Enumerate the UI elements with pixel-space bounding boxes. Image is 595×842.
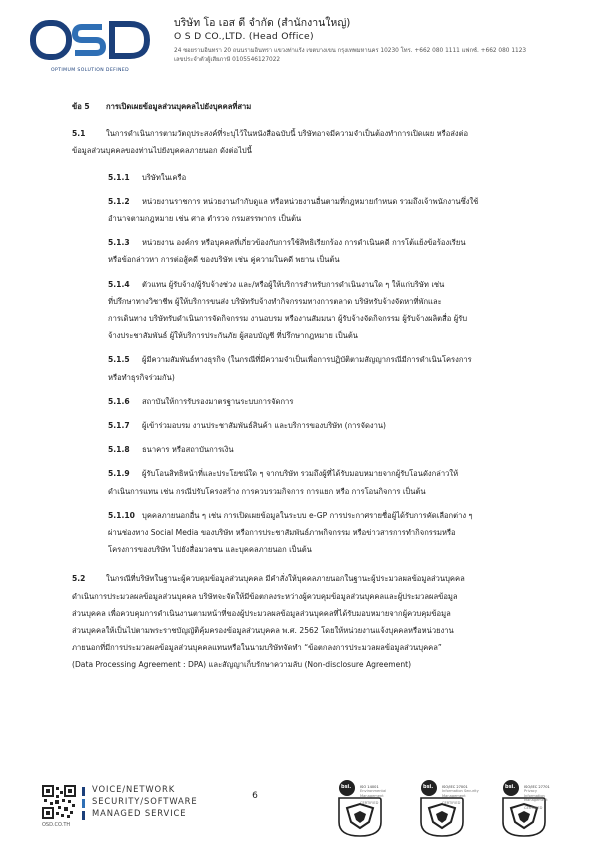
item-line: ผ่านช่องทาง Social Media ของบริษัท หรือการประชาสัมพันธ์ภาพกิจกรรม หรือข่าวสารการทำกิจกรรมหรือ — [108, 528, 456, 538]
paragraph-line: ส่วนบุคคลให้เป็นไปตามพระราชบัญญัติคุ้มครองข้อมูลส่วนบุคคล พ.ศ. 2562 โดยให้หน่วยงานแจ้งบุคคลหรือหน่วยงาน — [72, 626, 454, 636]
qr-code — [42, 785, 76, 819]
cert-line: Information Security — [442, 789, 479, 794]
list-item-5-1-4 — [108, 276, 524, 345]
bsi-logo-text: bsi. — [423, 784, 434, 790]
item-line: บริษัทในเครือ — [142, 172, 187, 182]
paragraph-number: 5.1 — [72, 129, 86, 139]
company-name-english: O S D CO.,LTD. (Head Office) — [174, 31, 314, 42]
company-address: 24 ซอยรามอินทรา 20 ถนนรามอินทรา แขวงท่าแร้ง เขตบางเขน กรุงเทพมหานคร 10230 โทร. +662 080 1111 แฟกซ์. +662 080 1123 — [174, 48, 527, 54]
service-item: SECURITY/SOFTWARE — [92, 796, 198, 807]
cert-status: CERTIFIED — [442, 801, 461, 806]
section-title: การเปิดเผยข้อมูลส่วนบุคคลไปยังบุคคลที่สาม — [106, 102, 252, 111]
item-number: 5.1.7 — [108, 421, 130, 431]
section-heading — [72, 98, 524, 115]
list-item-5-1-7 — [108, 417, 524, 434]
item-line: หน่วยงานราชการ หน่วยงานกำกับดูแล หรือหน่วยงานอื่นตามที่กฎหมายกำหนด รวมถึงเจ้าพนักงานซึ่งใช้ — [142, 196, 479, 206]
cert-iso-27001 — [415, 778, 477, 838]
cert-status: CERTIFIED — [524, 805, 543, 810]
item-line: สถาบันให้การรับรองมาตรฐานระบบการจัดการ — [142, 396, 294, 406]
cert-code: ISO 14001 — [360, 785, 379, 789]
item-line: โครงการของบริษัท ไปยังสื่อมวลชน และบุคคลภายนอก เป็นต้น — [108, 545, 312, 555]
section-number: ข้อ 5 — [72, 102, 90, 111]
paragraph-line: (Data Processing Agreement : DPA) และสัญญาเก็บรักษาความลับ (Non-disclosure Agreement) — [72, 660, 412, 670]
list-item-5-1-6 — [108, 393, 524, 410]
service-list — [92, 783, 198, 820]
item-number: 5.1.6 — [108, 396, 130, 406]
osd-logo — [30, 18, 150, 78]
item-line: หรือทำธุรกิจร่วมกัน) — [108, 372, 175, 382]
item-number: 5.1.2 — [108, 196, 130, 206]
website-url[interactable]: OSD.CO.TH — [42, 822, 71, 828]
cert-label — [524, 785, 550, 810]
cert-iso-27701 — [497, 778, 559, 838]
list-item-5-1-3 — [108, 234, 524, 268]
bsi-logo-text: bsi. — [341, 784, 352, 790]
item-line: ผู้เข้าร่วมอบรม งานประชาสัมพันธ์สินค้า และบริการของบริษัท (การจัดงาน) — [142, 421, 387, 431]
company-name-thai: บริษัท โอ เอส ดี จำกัด (สำนักงานใหญ่) — [174, 17, 351, 29]
item-number: 5.1.1 — [108, 172, 130, 182]
cert-label — [360, 785, 386, 806]
cert-line: Management — [360, 793, 384, 798]
list-item-5-1-9 — [108, 465, 524, 499]
company-header — [174, 17, 589, 65]
item-line: บุคคลภายนอกอื่น ๆ เช่น การเปิดเผยข้อมูลในระบบ e-GP การประกาศรายชื่อผู้ได้รับการคัดเลือกต่าง ๆ — [142, 510, 473, 520]
item-number: 5.1.3 — [108, 238, 130, 248]
item-line: ผู้รับโอนสิทธิหน้าที่และประโยชน์ใด ๆ จากบริษัท รวมถึงผู้ที่ได้รับมอบหมายจากผู้รับโอนดังกล่าวให้ — [142, 469, 459, 479]
paragraph-number: 5.2 — [72, 574, 86, 584]
paragraph-line: ข้อมูลส่วนบุคคลของท่านไปยังบุคคลภายนอก ดังต่อไปนี้ — [72, 146, 252, 156]
cert-line: Information — [524, 793, 545, 798]
item-line: จ้างประชาสัมพันธ์ ผู้ให้บริการประกันภัย ผู้สอบบัญชี ที่ปรึกษากฎหมาย เป็นต้น — [108, 331, 359, 341]
paragraph-line: ในการดำเนินการตามวัตถุประสงค์ที่ระบุไว้ในหนังสือฉบับนี้ บริษัทอาจมีความจำเป็นต้องทำการเปิดเผย หรือส่งต่อ — [106, 129, 469, 139]
cert-line: Privacy — [524, 789, 538, 794]
cert-iso-14001 — [333, 778, 395, 838]
paragraph-5-1 — [72, 125, 524, 159]
cert-line: Environmental — [360, 789, 387, 794]
cert-code: ISO/IEC 27001 — [442, 785, 468, 789]
item-number: 5.1.9 — [108, 469, 130, 479]
list-item-5-1-5 — [108, 351, 524, 385]
document-body — [72, 98, 524, 683]
paragraph-line: ในกรณีที่บริษัทในฐานะผู้ควบคุมข้อมูลส่วนบุคคล มีคำสั่งให้บุคคลภายนอกในฐานะผู้ประมวลผลข้อมูลส่วนบุคคล — [106, 574, 465, 584]
company-tax-id: เลขประจำตัวผู้เสียภาษี 0105546127022 — [174, 57, 281, 63]
cert-label — [442, 785, 479, 806]
item-number: 5.1.4 — [108, 279, 130, 289]
item-line: ดำเนินการแทน เช่น กรณีปรับโครงสร้าง การควบรวมกิจการ การแยก หรือ การโอนกิจการ เป็นต้น — [108, 486, 426, 496]
paragraph-line: ภายนอกที่มีการประมวลผลข้อมูลส่วนบุคคลแทนหรือในนามบริษัทจัดทำ “ข้อตกลงการประมวลผลข้อมูลส่วนบุคคล” — [72, 643, 442, 653]
service-item: MANAGED SERVICE — [92, 808, 187, 819]
paragraph-line: ส่วนบุคคล เพื่อควบคุมการดำเนินงานตามหน้าที่ของผู้ประมวลผลข้อมูลส่วนบุคคลที่ได้รับมอบหมายจากผู้ควบคุมข้อมูล — [72, 608, 451, 618]
item-number: 5.1.5 — [108, 355, 130, 365]
item-line: หน่วยงาน องค์กร หรือบุคคลที่เกี่ยวข้องกับการใช้สิทธิเรียกร้อง การดำเนินคดี การโต้แย้งข้อร้องเรียน — [142, 238, 466, 248]
cert-code: ISO/IEC 27701 — [524, 785, 550, 789]
item-line: ที่ปรึกษาทางวิชาชีพ ผู้ให้บริการขนส่ง บริษัทรับจ้างทำกิจกรรมทางการตลาด บริษัทรับจ้างจัดหาที่พักและ — [108, 296, 442, 306]
list-item-5-1-10 — [108, 507, 524, 559]
item-line: ตัวแทน ผู้รับจ้าง/ผู้รับจ้างช่วง และ/หรือผู้ให้บริการสำหรับการดำเนินงานใด ๆ ให้แก่บริษัท เช่น — [142, 279, 445, 289]
service-item: VOICE/NETWORK — [92, 784, 176, 794]
item-line: การเดินทาง บริษัทรับดำเนินการจัดกิจกรรม งานอบรม หรืองานสัมมนา ผู้รับจ้างจัดกิจกรรม ผู้รับจ้างผลิตสื่อ ผู้รับ — [108, 314, 468, 324]
cert-line: Management — [524, 798, 548, 803]
cert-line: Management — [442, 793, 466, 798]
logo-tagline: OPTIMUM SOLUTION DEFINED — [50, 68, 130, 73]
item-number: 5.1.8 — [108, 445, 130, 455]
page-number: 6 — [252, 791, 258, 801]
item-number: 5.1.10 — [108, 510, 135, 520]
cert-status: CERTIFIED — [360, 801, 379, 806]
service-bar-icon — [82, 786, 90, 822]
list-item-5-1-1 — [108, 169, 524, 186]
bsi-logo-text: bsi. — [505, 784, 516, 790]
item-line: ธนาคาร หรือสถาบันการเงิน — [142, 445, 234, 455]
item-line: หรือข้อกล่าวหา การต่อสู้คดี ของบริษัท เช่น คู่ความในคดี พยาน เป็นต้น — [108, 255, 340, 265]
item-line: อำนาจตามกฎหมาย เช่น ศาล ตำรวจ กรมสรรพากร เป็นต้น — [108, 214, 302, 224]
list-item-5-1-2 — [108, 193, 524, 227]
paragraph-line: ดำเนินการประมวลผลข้อมูลส่วนบุคคล บริษัทจะจัดให้มีข้อตกลงระหว่างผู้ควบคุมข้อมูลส่วนบุคคลและผู้ประมวลผลข้อมูล — [72, 591, 458, 601]
list-item-5-1-8 — [108, 441, 524, 458]
paragraph-5-2 — [72, 570, 524, 673]
item-line: ผู้มีความสัมพันธ์ทางธุรกิจ (ในกรณีที่มีความจำเป็นเพื่อการปฏิบัติตามสัญญากรณีมีการดำเนินโครงการ — [142, 355, 472, 365]
